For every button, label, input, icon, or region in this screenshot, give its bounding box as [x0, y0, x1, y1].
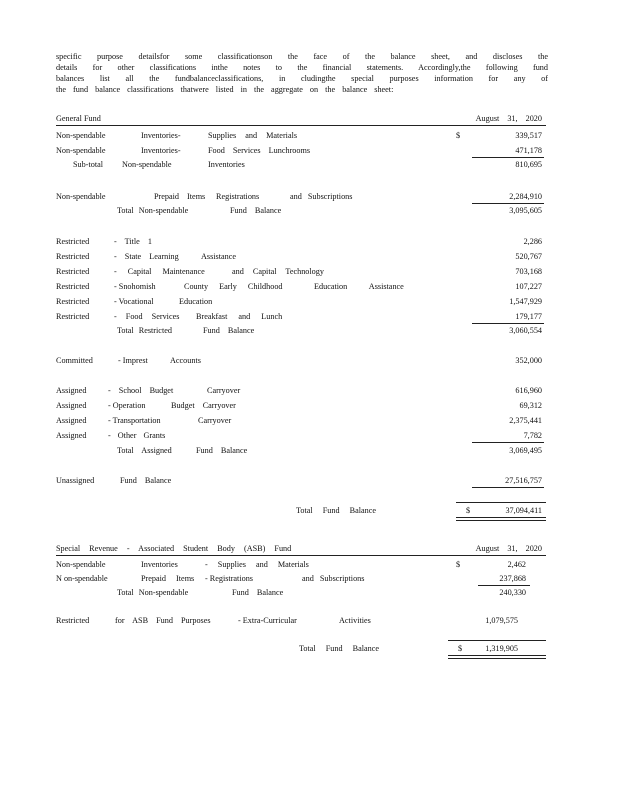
row-description: County Early Childhood — [184, 282, 283, 291]
row-value: 69,312 — [519, 401, 542, 410]
row-value: 810,695 — [515, 160, 542, 169]
total-fund-balance-value: 37,094,411 — [505, 506, 542, 515]
row-detail: and Subscriptions — [302, 574, 365, 583]
total-fund-balance-label: Total Fund Balance — [299, 644, 379, 653]
row-category: Non-spendable — [56, 560, 106, 569]
currency-symbol: $ — [456, 560, 461, 569]
row-category: Committed — [56, 356, 93, 365]
row-description: Fund Balance — [203, 326, 255, 335]
row-item: - Title 1 — [114, 237, 152, 246]
row-category: Restricted — [56, 297, 90, 306]
row-item: - Vocational — [114, 297, 154, 306]
row-item: - State Learning — [114, 252, 179, 261]
row-item: - Capital Maintenance — [114, 267, 205, 276]
total-fund-balance-label: Total Fund Balance — [296, 506, 376, 515]
total-top-rule — [456, 502, 546, 503]
total-top-rule — [448, 640, 546, 641]
row-category: Assigned — [56, 401, 87, 410]
row-category: Restricted — [56, 267, 90, 276]
row-description: Carryover — [198, 416, 232, 425]
row-value: 3,060,554 — [509, 326, 542, 335]
row-description: Inventories — [208, 160, 245, 169]
row-category: Unassigned — [56, 476, 95, 485]
row-item: Total Restricted — [117, 326, 172, 335]
row-value: 3,095,605 — [509, 206, 542, 215]
row-category: Assigned — [56, 386, 87, 395]
subtotal-rule — [472, 157, 544, 158]
row-category: Assigned — [56, 431, 87, 440]
row-item: Inventories- — [141, 131, 181, 140]
row-value: 1,079,575 — [485, 616, 518, 625]
row-item: Inventories — [141, 560, 178, 569]
row-item: - Food Services — [114, 312, 180, 321]
subtotal-rule — [472, 442, 544, 443]
row-description: Fund Balance — [196, 446, 248, 455]
row-value: 2,284,910 — [509, 192, 542, 201]
row-value: 520,767 — [515, 252, 542, 261]
row-value: 1,547,929 — [509, 297, 542, 306]
row-item: Total Non-spendable — [117, 206, 189, 215]
total-double-rule — [448, 655, 546, 659]
row-item: - Operation — [108, 401, 146, 410]
row-description: Accounts — [170, 356, 201, 365]
row-category: Restricted — [56, 616, 90, 625]
row-category: Sub-total — [73, 160, 104, 169]
row-value: 3,069,495 — [509, 446, 542, 455]
subtotal-rule — [472, 323, 544, 324]
row-value: 2,375,441 — [509, 416, 542, 425]
row-value: 7,782 — [523, 431, 542, 440]
intro-line: details for other classifications inthe notes to the financial statements. Accordingly,the following fund — [56, 63, 548, 72]
row-value: 240,330 — [499, 588, 526, 597]
row-description: - Registrations — [205, 574, 253, 583]
row-value: 703,168 — [515, 267, 542, 276]
row-value: 352,000 — [515, 356, 542, 365]
row-value: 107,227 — [515, 282, 542, 291]
header-rule — [56, 555, 546, 556]
row-item: - School Budget — [108, 386, 174, 395]
row-description: Registrations — [216, 192, 260, 201]
asb-fund-date-header: August 31, 2020 — [475, 544, 542, 553]
row-item: - Other Grants — [108, 431, 166, 440]
intro-line: specific purpose detailsfor some classificationson the face of the balance sheet, and discloses the — [56, 52, 548, 61]
row-description: - Supplies and Materials — [205, 560, 309, 569]
row-category: Non-spendable — [56, 131, 106, 140]
row-description: Carryover — [207, 386, 241, 395]
currency-symbol: $ — [456, 131, 461, 140]
total-double-rule — [456, 517, 546, 521]
total-fund-balance-value: 1,319,905 — [485, 644, 518, 653]
row-description: Food Services Lunchrooms — [208, 146, 311, 155]
row-item: - Snohomish — [114, 282, 156, 291]
row-category: Non-spendable — [56, 146, 106, 155]
general-fund-date-header: August 31, 2020 — [475, 114, 542, 123]
row-description: Education — [179, 297, 213, 306]
row-category: Restricted — [56, 237, 90, 246]
row-item: Inventories- — [141, 146, 181, 155]
row-description: Budget Carryover — [171, 401, 236, 410]
currency-symbol: $ — [458, 644, 463, 653]
row-category: Restricted — [56, 312, 90, 321]
row-value: 179,177 — [515, 312, 542, 321]
row-item: Prepaid Items — [154, 192, 206, 201]
row-category: N on-spendable — [56, 574, 108, 583]
row-item: Fund Balance — [120, 476, 172, 485]
subtotal-rule — [472, 203, 544, 204]
row-detail: and Subscriptions — [290, 192, 353, 201]
row-value: 27,516,757 — [505, 476, 542, 485]
row-description: Breakfast and Lunch — [196, 312, 283, 321]
row-description: - Extra-Curricular — [238, 616, 297, 625]
intro-line: the fund balance classifications thatwere listed in the aggregate on the balance sheet: — [56, 85, 394, 94]
row-item: - Transportation — [108, 416, 161, 425]
row-detail: Education Assistance — [314, 282, 404, 291]
row-value: 2,286 — [523, 237, 542, 246]
row-item: Total Assigned — [117, 446, 172, 455]
row-value: 2,462 — [507, 560, 526, 569]
row-category: Restricted — [56, 282, 90, 291]
row-category: Non-spendable — [56, 192, 106, 201]
row-category: Assigned — [56, 416, 87, 425]
currency-symbol: $ — [466, 506, 471, 515]
row-item: - Imprest — [118, 356, 148, 365]
row-description: Fund Balance — [232, 588, 284, 597]
row-item: for ASB Fund Purposes — [115, 616, 211, 625]
row-description: Assistance — [201, 252, 237, 261]
row-category: Restricted — [56, 252, 90, 261]
row-item: Non-spendable — [122, 160, 172, 169]
row-description: Fund Balance — [230, 206, 282, 215]
intro-line: balances list all the fundbalanceclassifications, in cludingthe special purposes information for any of — [56, 74, 548, 83]
row-item: Prepaid Items — [141, 574, 195, 583]
subtotal-rule — [472, 487, 544, 488]
row-value: 616,960 — [515, 386, 542, 395]
general-fund-header: General Fund — [56, 114, 101, 123]
row-description: Supplies and Materials — [208, 131, 298, 140]
row-detail: Activities — [339, 616, 371, 625]
row-value: 339,517 — [515, 131, 542, 140]
row-value: 471,178 — [515, 146, 542, 155]
subtotal-rule — [478, 585, 530, 586]
asb-fund-header: Special Revenue - Associated Student Body (ASB) Fund — [56, 544, 292, 553]
row-description: and Capital Technology — [232, 267, 324, 276]
row-item: Total Non-spendable — [117, 588, 189, 597]
header-rule — [56, 125, 546, 126]
row-value: 237,868 — [499, 574, 526, 583]
